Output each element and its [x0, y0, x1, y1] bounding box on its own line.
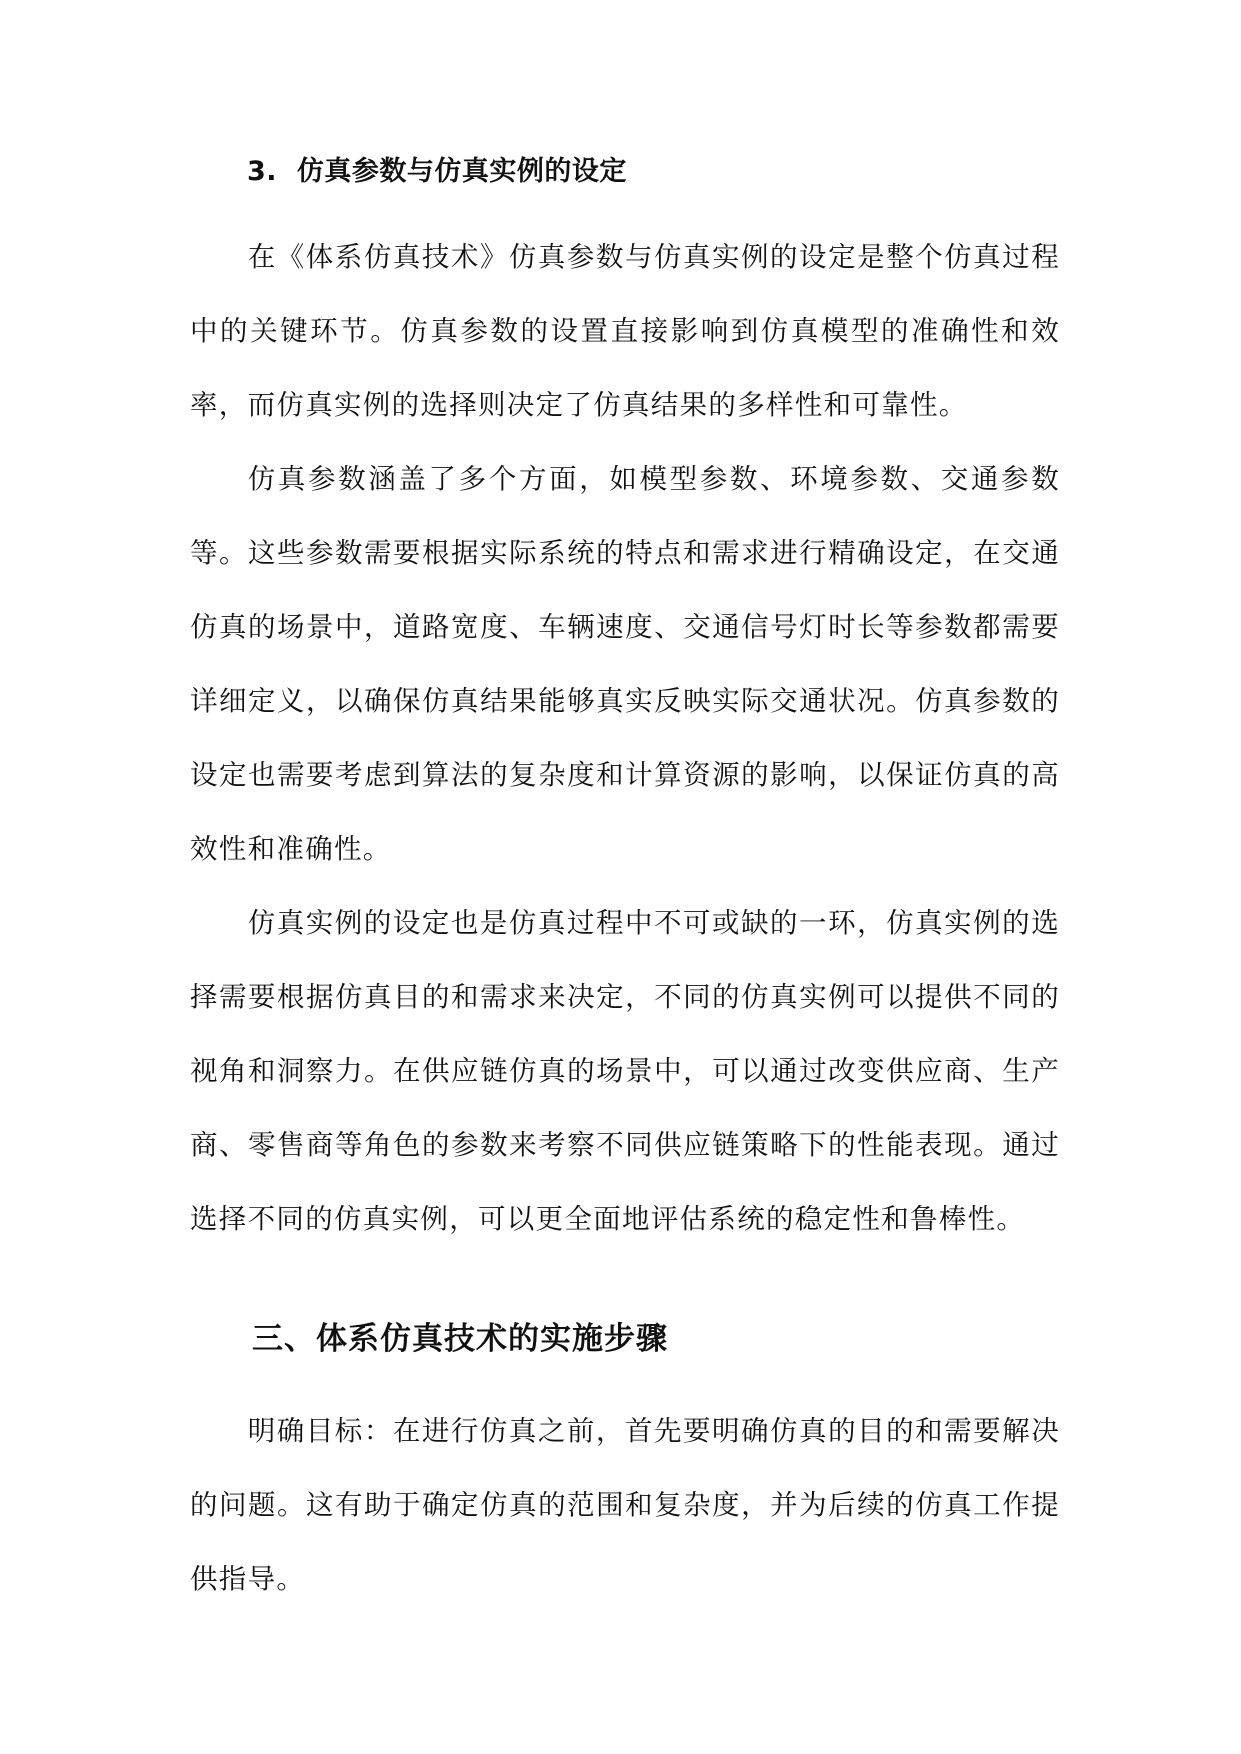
section-heading: 三、体系仿真技术的实施步骤: [252, 1321, 668, 1357]
subsection-title: 仿真参数与仿真实例的设定: [296, 156, 627, 187]
paragraph-parameters: 仿真参数涵盖了多个方面，如模型参数、环境参数、交通参数等。这些参数需要根据实际系统的特点和需求进行精确设定，在交通仿真的场景中，道路宽度、车辆速度、交通信号灯时长等参数都需要详细定义，以确保仿真结果能够真实反映实际交通状况。仿真参数的设定也需要考虑到算法的复杂度和计算资源的影响，以保证仿真的高效性和准确性。: [190, 463, 1060, 865]
paragraph-define-goals: 明确目标：在进行仿真之前，首先要明确仿真的目的和需要解决的问题。这有助于确定仿真的范围和复杂度，并为后续的仿真工作提供指导。: [190, 1415, 1060, 1595]
paragraph-instances: 仿真实例的设定也是仿真过程中不可或缺的一环，仿真实例的选择需要根据仿真目的和需求来决定，不同的仿真实例可以提供不同的视角和洞察力。在供应链仿真的场景中，可以通过改变供应商、生产商、零售商等角色的参数来考察不同供应链策略下的性能表现。通过选择不同的仿真实例，可以更全面地评估系统的稳定性和鲁棒性。: [190, 907, 1060, 1235]
subsection-number: 3.: [247, 156, 278, 187]
subsection-heading: [247, 150, 1060, 194]
page-content: [190, 150, 1060, 1616]
paragraph-intro: 在《体系仿真技术》仿真参数与仿真实例的设定是整个仿真过程中的关键环节。仿真参数的设置直接影响到仿真模型的准确性和效率，而仿真实例的选择则决定了仿真结果的多样性和可靠性。: [190, 241, 1060, 421]
